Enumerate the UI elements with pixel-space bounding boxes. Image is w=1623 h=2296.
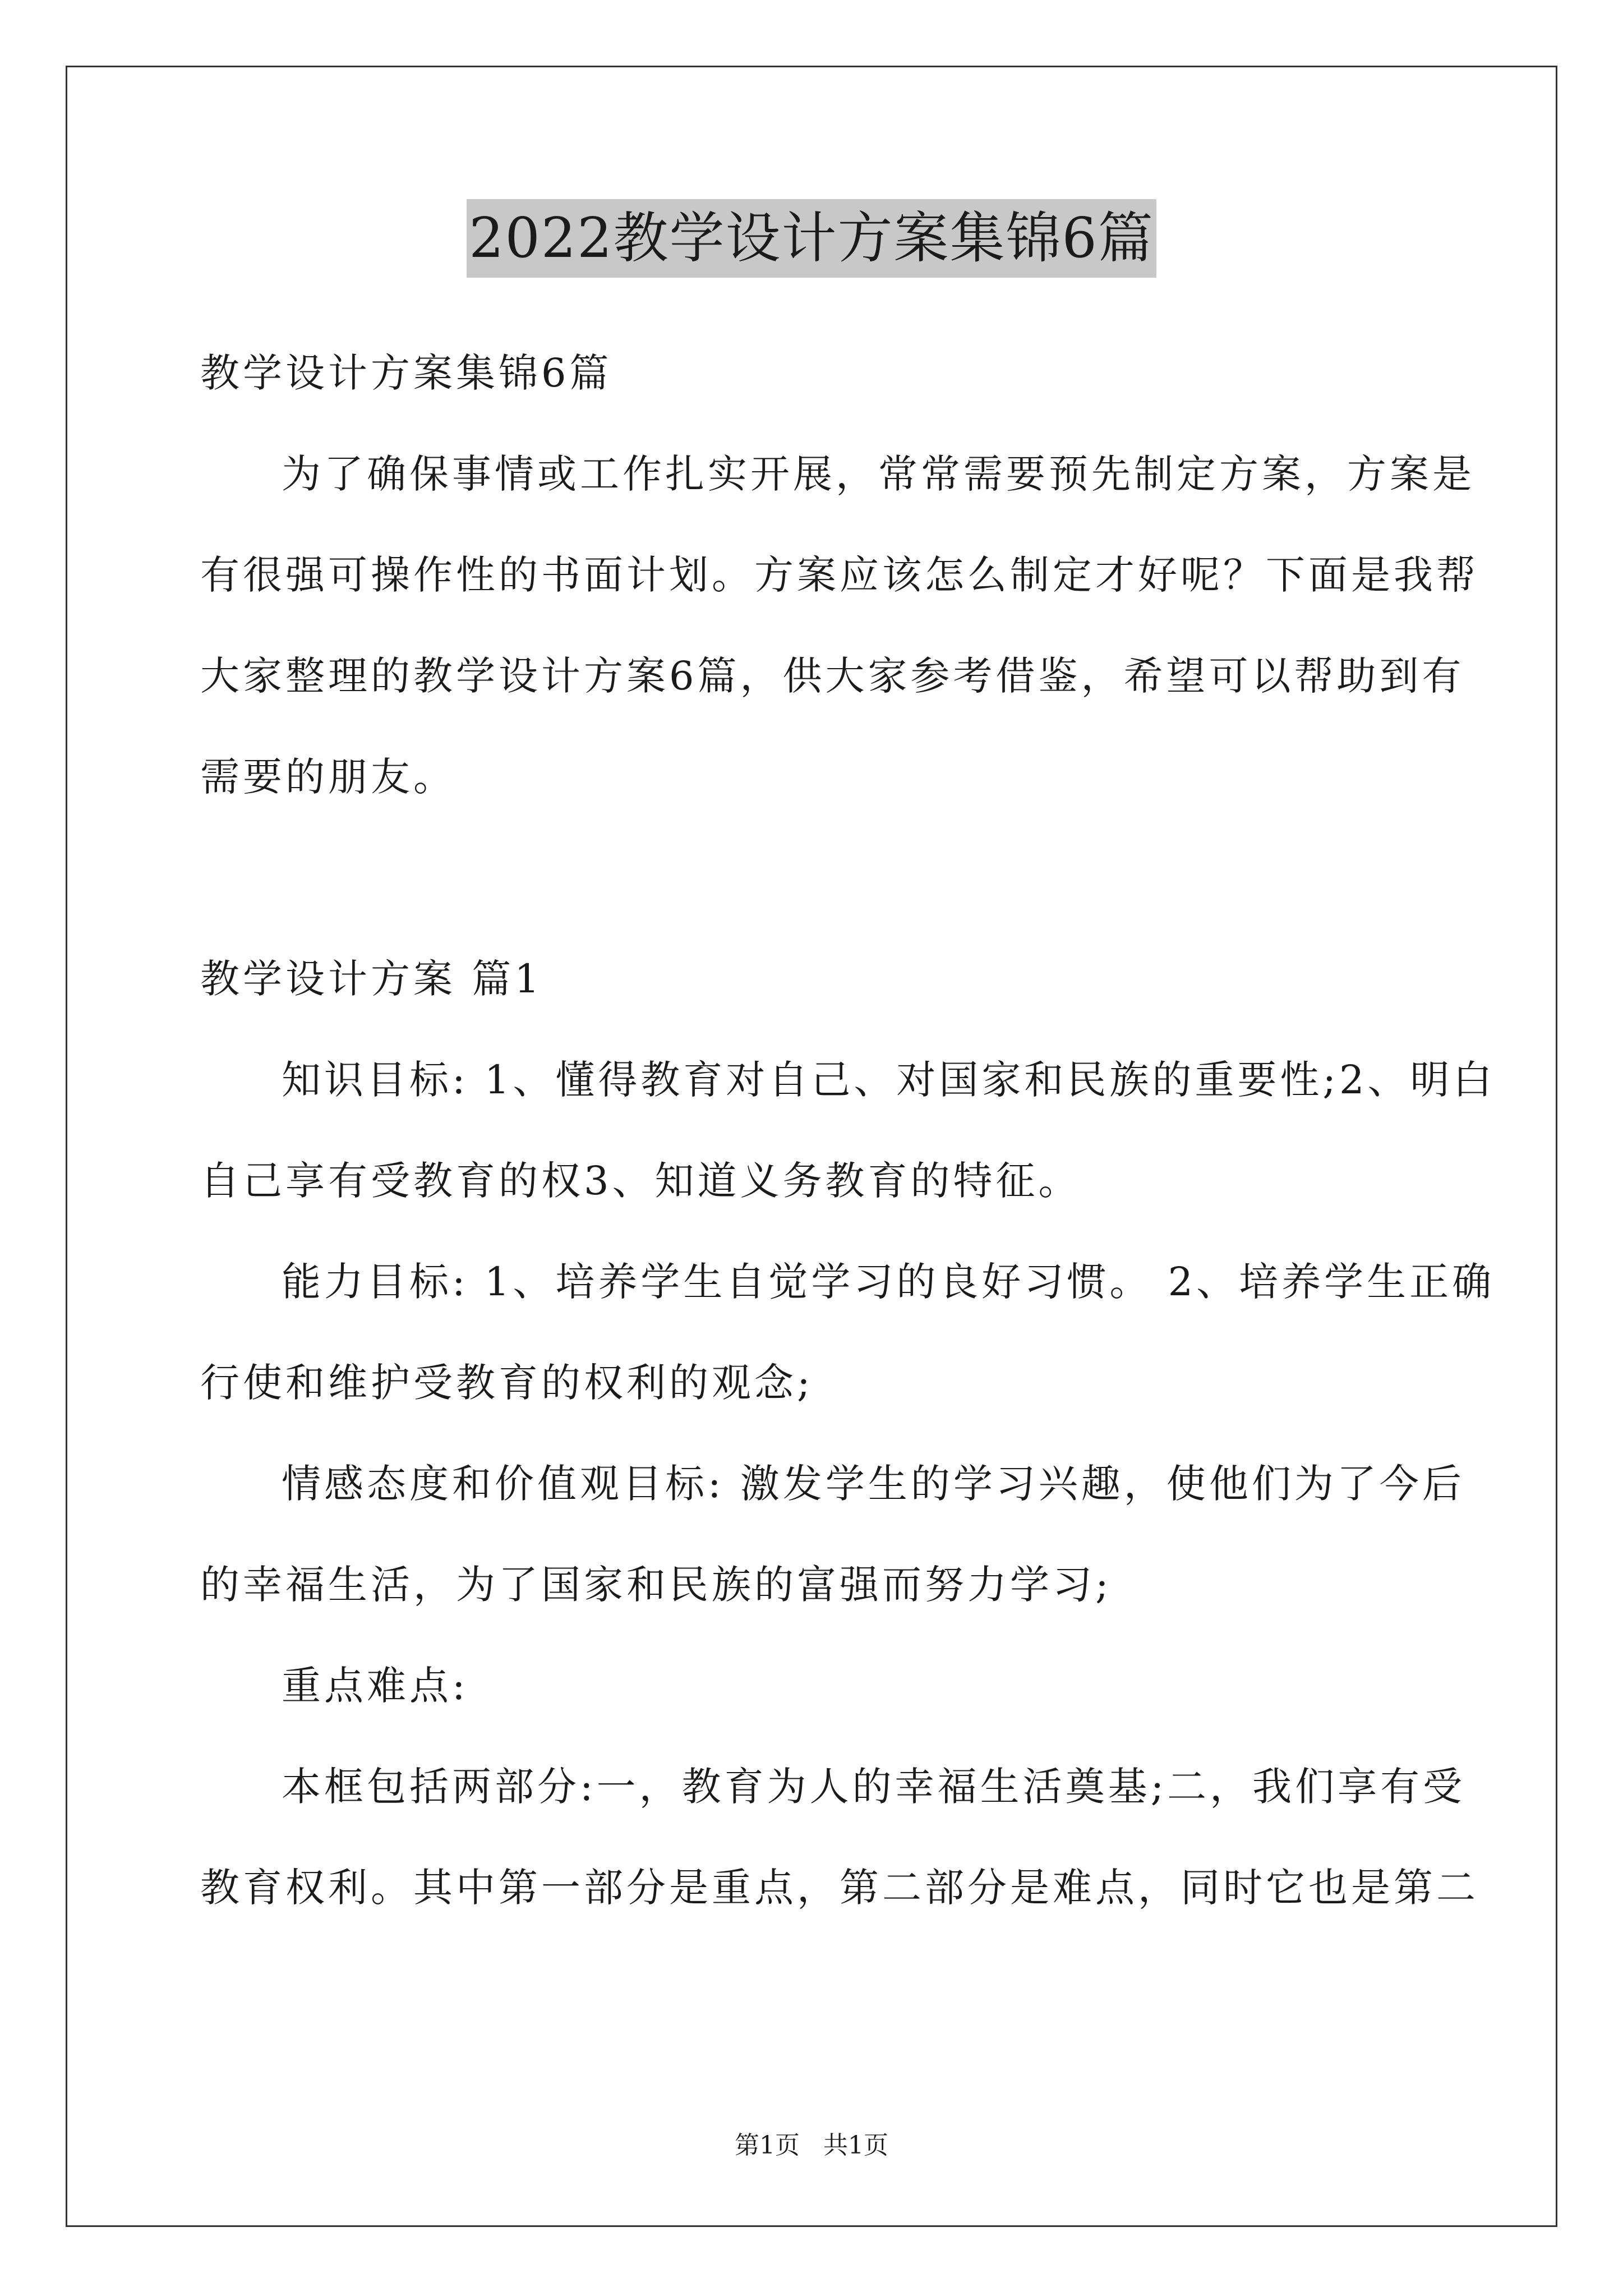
body-line: 能力目标: 1、培养学生自觉学习的良好习惯。 2、培养学生正确 xyxy=(282,1259,1495,1305)
body-line: 情感态度和价值观目标: 激发学生的学习兴趣，使他们为了今后 xyxy=(282,1461,1465,1507)
intro-line: 需要的朋友。 xyxy=(200,754,456,800)
body-line: 本框包括两部分:一，教育为人的幸福生活奠基;二，我们享有受 xyxy=(282,1764,1466,1810)
page-footer xyxy=(0,2129,1623,2162)
body-line: 知识目标: 1、懂得教育对自己、对国家和民族的重要性;2、明白 xyxy=(282,1057,1496,1103)
body-line: 的幸福生活，为了国家和民族的富强而努力学习; xyxy=(200,1562,1112,1608)
paragraph-gap xyxy=(200,827,1434,928)
body-line: 行使和维护受教育的权利的观念; xyxy=(200,1360,814,1406)
document-title: 2022教学设计方案集锦6篇 xyxy=(467,199,1156,278)
intro-line: 有很强可操作性的书面计划。方案应该怎么制定才好呢？下面是我帮 xyxy=(200,552,1479,598)
intro-line: 大家整理的教学设计方案6篇，供大家参考借鉴，希望可以帮助到有 xyxy=(200,653,1465,699)
document-subtitle: 教学设计方案集锦6篇 xyxy=(200,350,612,396)
body-line: 重点难点: xyxy=(282,1663,469,1709)
body-line: 自己享有受教育的权3、知道义务教育的特征。 xyxy=(200,1158,1081,1204)
page-number-total: 共1页 xyxy=(823,2131,888,2160)
page-number-current: 第1页 xyxy=(735,2131,800,2160)
section-heading: 教学设计方案 篇1 xyxy=(200,956,543,1002)
intro-line: 为了确保事情或工作扎实开展，常常需要预先制定方案，方案是 xyxy=(282,451,1475,497)
document-body xyxy=(200,323,1496,1938)
title-container xyxy=(0,199,1623,278)
body-line: 教育权利。其中第一部分是重点，第二部分是难点，同时它也是第二 xyxy=(200,1865,1479,1911)
